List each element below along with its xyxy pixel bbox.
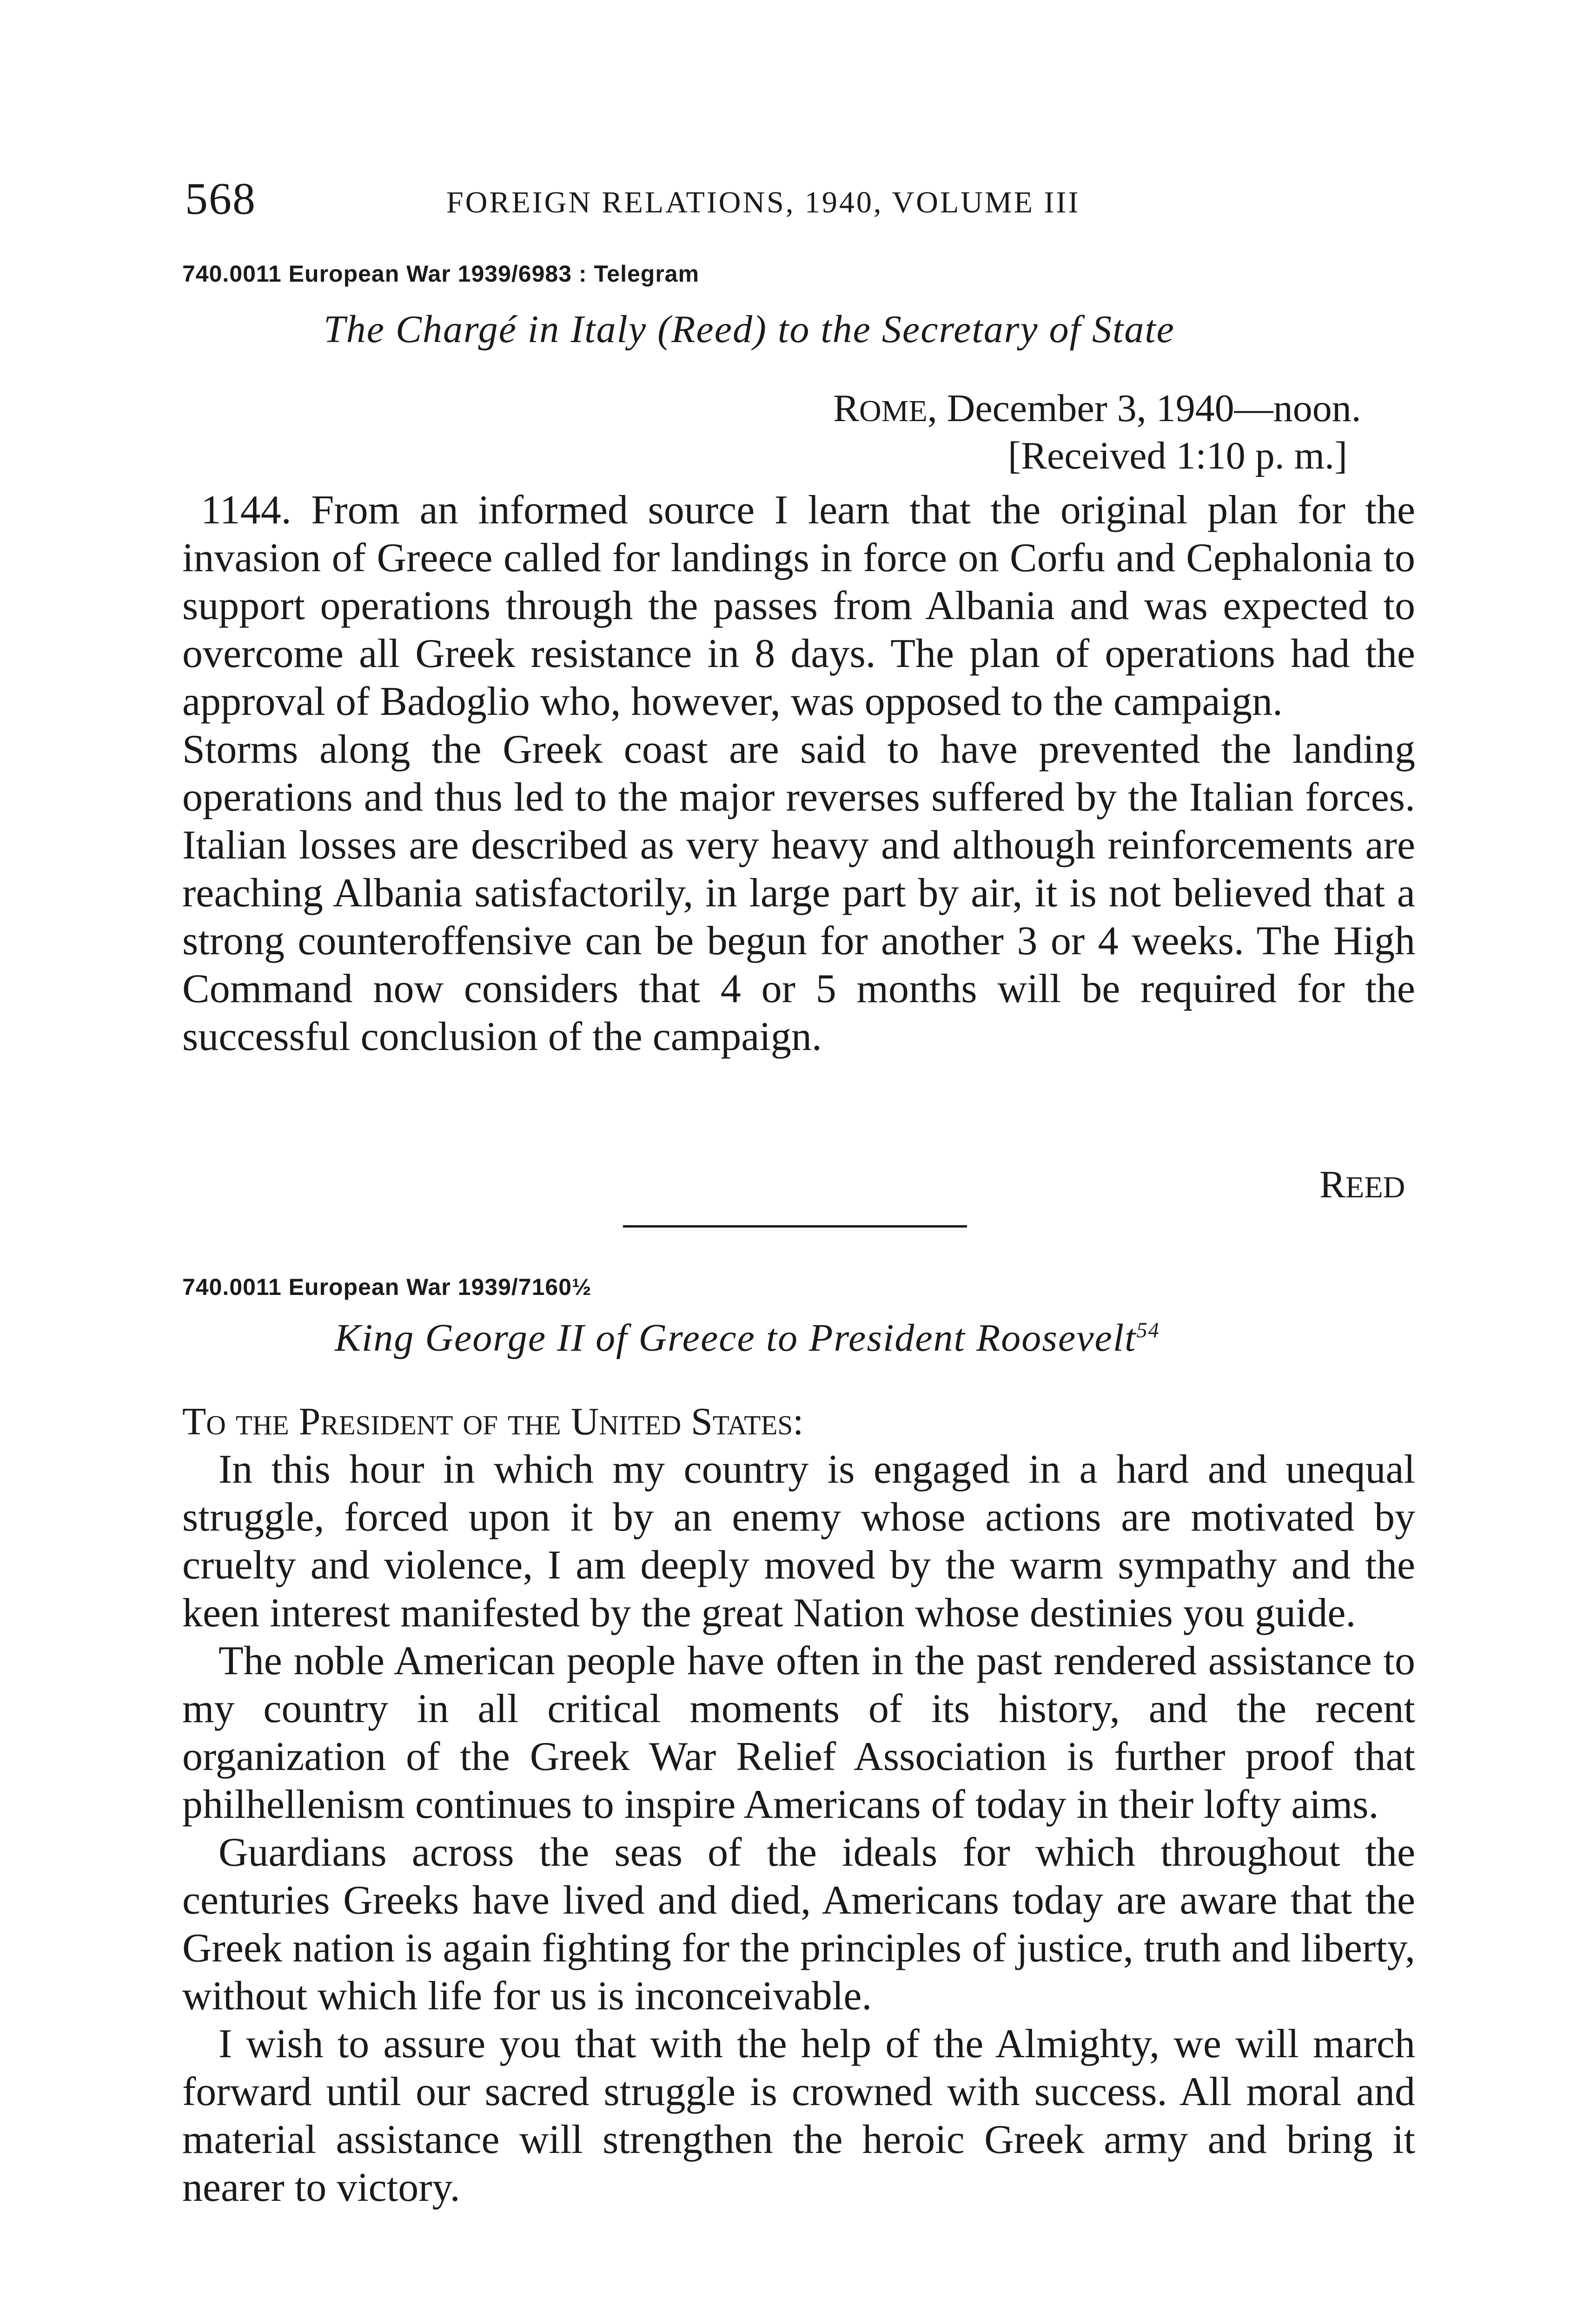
doc2-file-ref: 740.0011 European War 1939/7160½ xyxy=(182,1274,592,1300)
doc1-date: , December 3, 1940—noon. xyxy=(927,387,1361,430)
doc2-paragraph: Guardians across the seas of the ideals for which throughout the centuries Greeks have lived and died, Americans today are aware that the Greek nation is again fighting for the principles of justice, truth and liberty, without which life for us is inconceivable. xyxy=(182,1830,1415,2019)
doc1-file-ref: 740.0011 European War 1939/6983 : Telegram xyxy=(182,261,700,287)
doc1-paragraph: 1144. From an informed source I learn that the original plan for the invasion of Greece called for landings in force on Corfu and Cephalonia to support operations through the passes from Albania and was expected to overcome all Greek resistance in 8 days. The plan of operations had the approval of Badoglio who, however, was opposed to the campaign. xyxy=(182,488,1415,724)
doc1-place-rest: OME xyxy=(859,394,928,428)
doc2-title: King George II of Greece to President Roosevelt xyxy=(335,1316,1137,1360)
doc1-signature-rest: EED xyxy=(1345,1170,1405,1204)
doc1-signature xyxy=(1319,1162,1405,1207)
section-divider xyxy=(623,1225,967,1228)
doc2-paragraph: In this hour in which my country is engaged in a hard and unequal struggle, forced upon it by an enemy whose actions are motivated by cruelty and violence, I am deeply moved by the warm sympathy and the keen interest manifested by the great Nation whose destinies you guide. xyxy=(182,1447,1415,1636)
doc1-signature-initial: R xyxy=(1319,1163,1346,1206)
doc1-received: [Received 1:10 p. m.] xyxy=(1008,434,1348,477)
doc2-body xyxy=(182,1446,1415,2212)
doc1-title: The Chargé in Italy (Reed) to the Secretary of State xyxy=(324,308,1175,351)
doc2-title-footnote-mark: 54 xyxy=(1136,1318,1160,1342)
doc1-place-initial: R xyxy=(833,387,860,430)
doc1-body xyxy=(182,486,1415,1061)
page-number: 568 xyxy=(185,174,256,224)
doc2-paragraph: The noble American people have often in the past rendered assistance to my country in all critical moments of its history, and the recent organization of the Greek War Relief Association is further proof that philhellenism continues to inspire Americans of today in their lofty aims. xyxy=(182,1638,1415,1827)
doc1-dateline xyxy=(833,386,1361,431)
doc1-paragraph: Storms along the Greek coast are said to have prevented the landing operations and thus led to the major reverses suffered by the Italian forces. Italian losses are described as very heavy and although reinforcements are reaching Albania satisfactorily, in large part by air, it is not believed that a strong counteroffensive can be begun for another 3 or 4 weeks. The High Command now considers that 4 or 5 months will be required for the successful conclusion of the campaign. xyxy=(182,727,1415,1059)
doc2-salutation: To the President of the United States: xyxy=(182,1400,804,1443)
running-head: FOREIGN RELATIONS, 1940, VOLUME III xyxy=(446,185,1080,219)
doc2-title-line xyxy=(335,1315,1160,1360)
doc2-paragraph: I wish to assure you that with the help of the Almighty, we will march forward until our sacred struggle is crowned with success. All moral and material assistance will strengthen the heroic Greek army and bring it nearer to victory. xyxy=(182,2021,1415,2210)
